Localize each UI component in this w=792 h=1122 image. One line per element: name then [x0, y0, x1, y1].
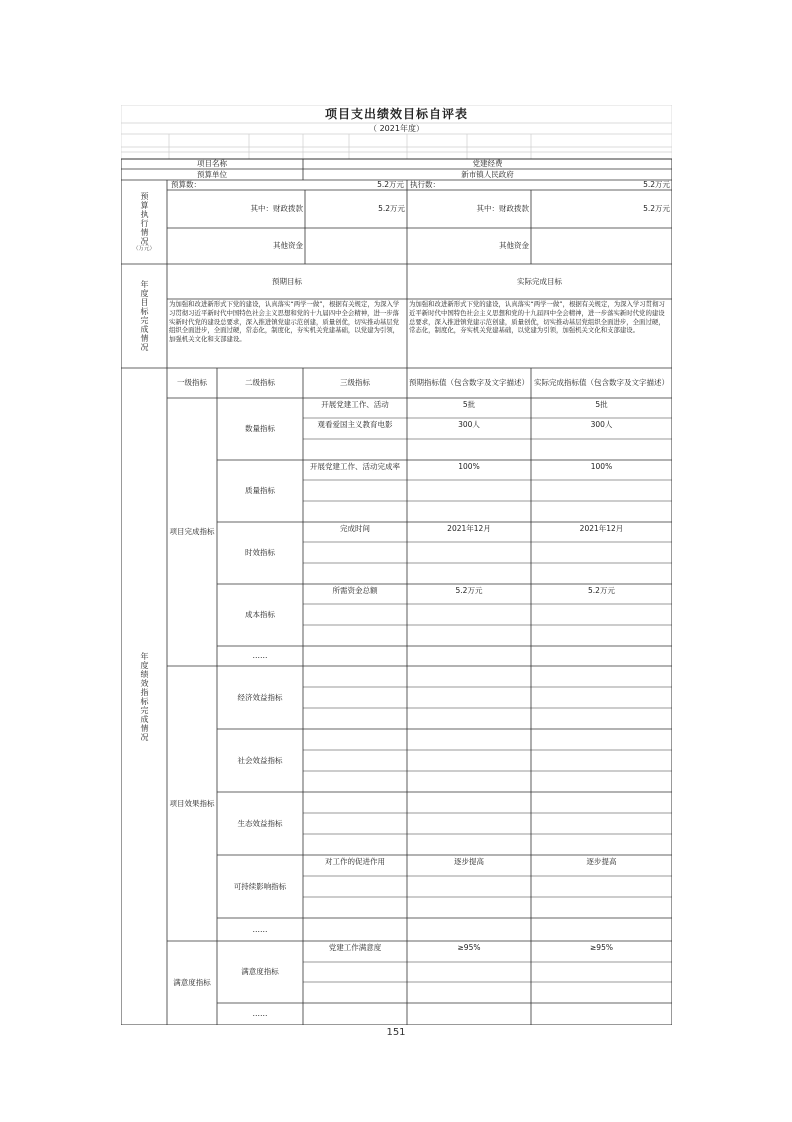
annual-goal-section — [121, 264, 167, 368]
other-funds-label-left: 其他资金 — [273, 241, 303, 251]
project-name-label: 项目名称 — [197, 159, 227, 169]
exec-label: 执行数： — [410, 180, 440, 190]
row-actual: 5.2万元 — [588, 586, 615, 595]
l2-ellipsis-completion: …… — [252, 651, 268, 661]
row-expected: 5.2万元 — [455, 586, 483, 595]
fiscal-label-left: 其中：财政拨款 — [250, 204, 303, 214]
row-name: 对工作的促进作用 — [325, 857, 385, 866]
evaluation-sheet — [121, 105, 672, 1025]
l2-quantity: 数量指标 — [245, 424, 275, 434]
budget-unit-value: 新市镇人民政府 — [461, 169, 514, 179]
l2-cost: 成本指标 — [245, 610, 275, 620]
page-number: 151 — [386, 1027, 406, 1038]
row-name: 观看爱国主义教育电影 — [317, 420, 393, 429]
row-expected: 100% — [458, 462, 480, 471]
row-name: 党建工作满意度 — [328, 943, 382, 952]
row-expected: 5批 — [462, 400, 476, 409]
fiscal-year: （ 2021年度） — [369, 123, 424, 133]
fiscal-budget-value: 5.2万元 — [378, 204, 405, 214]
l2-ecological: 生态效益指标 — [237, 818, 283, 828]
l1-effect: 项目效果指标 — [169, 798, 215, 808]
actual-goal-header: 实际完成目标 — [517, 276, 562, 286]
unit-note: （万元） — [132, 245, 155, 252]
expected-goal-text: 为加强和改进新形式下党的建设，认真落实“两学一做”，根据有关规定，为深入学习贯彻习近平新时代中国特色社会主义思想和党的十九届四中全会精神，进一步落实新时代党的建设总要求，深入推进镇党建示范创建，质量创优，切实推动基层党组织全面进步，全面过硬，常态化，制度化，夯实机关党建基础，以党建为引领，加强机关文化和支部建设。 — [169, 300, 400, 344]
row-name: 所需资金总额 — [332, 586, 378, 595]
row-actual: 逐步提高 — [586, 857, 617, 866]
l1-satisfaction: 满意度指标 — [173, 978, 211, 988]
l2-ellipsis-satisfaction: …… — [252, 1009, 268, 1019]
row-name: 开展党建工作、活动 — [321, 400, 389, 409]
performance-section — [121, 368, 167, 1025]
row-actual: 100% — [590, 462, 613, 471]
budget-execution-section — [121, 180, 167, 264]
performance-label: 年度绩效指标完成情况 — [140, 651, 149, 742]
l2-social: 社会效益指标 — [237, 755, 283, 765]
row-expected: 2021年12月 — [447, 524, 491, 533]
row-expected: 300人 — [458, 420, 480, 429]
row-actual: ≥95% — [590, 943, 613, 952]
header-level1: 一级指标 — [177, 378, 207, 388]
header-level2: 二级指标 — [245, 378, 275, 388]
expected-goal-header: 预期目标 — [272, 276, 302, 286]
header-actual: 实际完成指标值（包含数字及文字描述） — [534, 378, 669, 388]
budget-label: 预算数： — [171, 180, 201, 190]
budget-execution-label: 预算执行情况 — [140, 191, 149, 246]
row-actual: 2021年12月 — [579, 524, 624, 533]
header-level3: 三级指标 — [340, 378, 370, 388]
annual-goal-label: 年度目标完成情况 — [140, 280, 149, 352]
row-name: 开展党建工作、活动完成率 — [310, 462, 400, 471]
row-actual: 5批 — [595, 400, 608, 409]
row-name: 完成时间 — [340, 524, 370, 533]
l2-sustainable: 可持续影响指标 — [233, 881, 287, 891]
l2-quality: 质量指标 — [245, 486, 275, 496]
l1-completion: 项目完成指标 — [169, 527, 215, 537]
page-title: 项目支出绩效目标自评表 — [324, 106, 468, 121]
actual-goal-text: 为加强和改进新形式下党的建设，认真落实“两学一做”，根据有关规定，为深入学习贯彻习近平新时代中国特色社会主义思想和党的十九届四中全会精神，进一步落实新时代党的建设总要求，深入推进镇党建示范创建，质量创优，切实推动基层党组织全面进步，全面过硬，常态化，制度化，夯实机关党建基础，以党建为引领，加强机关文化和支部建设。 — [409, 300, 665, 335]
l2-ellipsis-effect: …… — [252, 924, 268, 934]
row-actual: 300人 — [590, 420, 613, 429]
row-expected: 逐步提高 — [454, 857, 484, 866]
l2-timeliness: 时效指标 — [245, 548, 275, 558]
fiscal-label-right: 其中：财政拨款 — [476, 204, 529, 214]
header-expected: 预期指标值（包含数字及文字描述） — [409, 378, 529, 388]
exec-value: 5.2万元 — [643, 180, 670, 190]
other-funds-label-right: 其他资金 — [499, 241, 529, 251]
project-name-value: 党建经费 — [472, 159, 503, 169]
budget-unit-label: 预算单位 — [197, 169, 227, 179]
fiscal-exec-value: 5.2万元 — [643, 204, 670, 214]
budget-value: 5.2万元 — [377, 180, 404, 190]
l2-economic: 经济效益指标 — [237, 692, 283, 702]
l2-satisfaction: 满意度指标 — [241, 967, 279, 977]
row-expected: ≥95% — [457, 943, 481, 952]
